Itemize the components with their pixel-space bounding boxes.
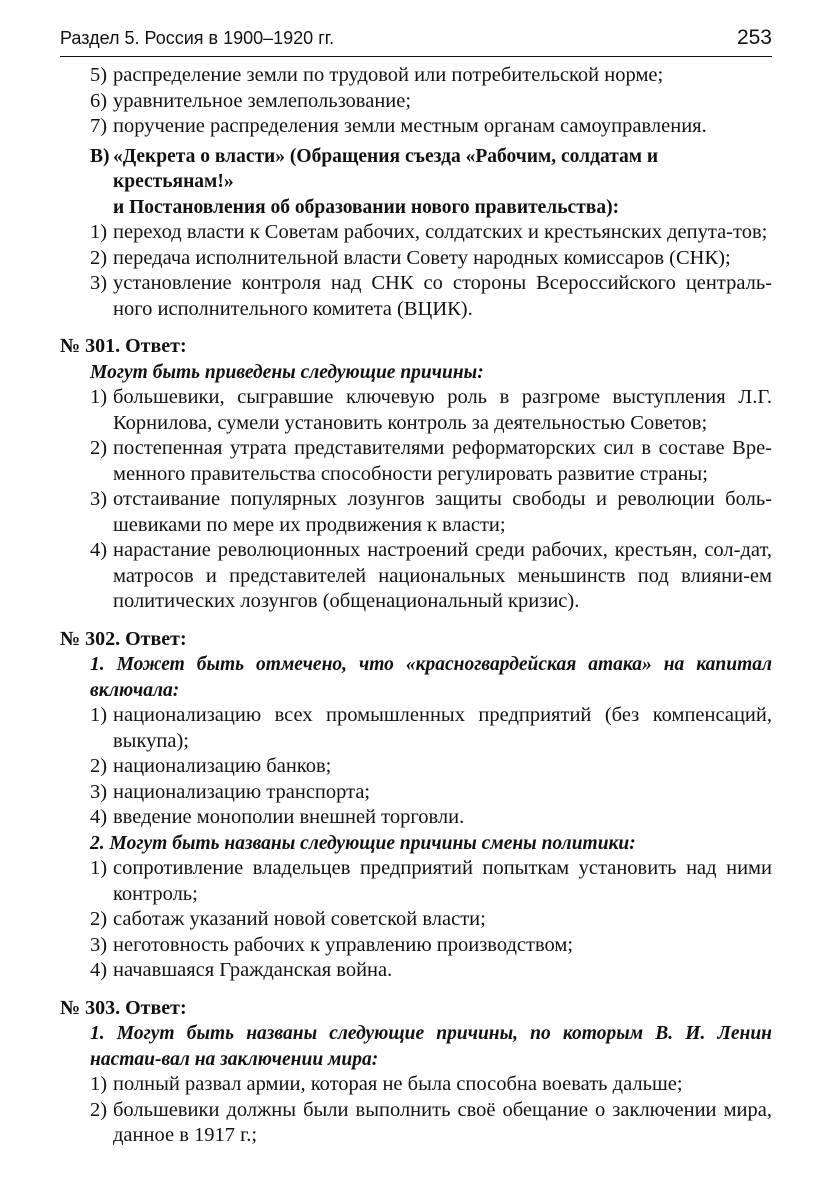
item-text: отстаивание популярных лозунгов защиты свободы и революции боль-шевиками по мере их продвижения к власти; (113, 488, 772, 536)
list-item (60, 958, 772, 984)
answer-intro-303-part1: 1. Могут быть названы следующие причины, по которым В. И. Ленин настаи-вал на заключении мира: (90, 1023, 772, 1070)
item-text: введение монополии внешней торговли. (113, 806, 465, 828)
item-number: 2) (90, 1098, 108, 1121)
answer-intro-302-part1: 1. Может быть отмечено, что «красногвардейская атака» на капитал включала: (90, 654, 772, 701)
item-text: неготовность рабочих к управлению производством; (113, 933, 574, 956)
section-b-label: В) (90, 145, 110, 167)
item-number: 4) (90, 539, 108, 561)
item-text: нарастание революционных настроений среди рабочих, крестьян, сол-дат, матросов и представителей национальных меньшинств под влияни-ем политических лозунгов (общенациональный кризис). (113, 539, 772, 612)
list-item (60, 856, 772, 907)
item-text: большевики должны были выполнить своё обещание о заключении мира, данное в 1917 г.; (113, 1098, 772, 1146)
item-number: 1) (90, 221, 108, 243)
item-number: 6) (90, 89, 108, 112)
list-item (60, 114, 772, 140)
list-item (60, 754, 772, 780)
item-number: 1) (90, 704, 108, 726)
section-b-title-line2: и Постановления об образовании нового правительства): (113, 196, 620, 218)
item-number: 2) (90, 437, 108, 459)
item-number: 1) (90, 1073, 108, 1095)
list-item (60, 436, 772, 487)
page-number: 253 (736, 26, 772, 49)
answer-heading-301: № 301. Ответ: (60, 335, 187, 357)
item-number: 3) (90, 272, 108, 294)
item-number: 1) (90, 857, 108, 879)
section-b-heading (60, 144, 772, 221)
item-text: национализацию банков; (113, 755, 332, 777)
list-item (60, 246, 772, 272)
item-text: переход власти к Советам рабочих, солдатских и крестьянских депута-тов; (113, 221, 768, 243)
item-number: 3) (90, 933, 108, 956)
item-text: сопротивление владельцев предприятий попыткам установить над ними контроль; (113, 857, 772, 905)
item-number: 3) (90, 488, 108, 510)
page-content (60, 63, 772, 1149)
item-text: распределение земли по трудовой или потребительской норме; (113, 64, 664, 86)
list-item (60, 271, 772, 322)
item-text: саботаж указаний новой советской власти; (113, 908, 486, 930)
item-number: 2) (90, 908, 108, 930)
item-number: 4) (90, 959, 108, 981)
answer-intro-301: Могут быть приведены следующие причины: (90, 361, 484, 383)
running-header (60, 22, 772, 57)
item-text: уравнительное землепользование; (113, 89, 412, 112)
list-item (60, 63, 772, 89)
list-item (60, 907, 772, 933)
item-text: поручение распределения земли местным органам самоуправления. (113, 115, 707, 137)
list-item (60, 780, 772, 806)
item-text: установление контроля над СНК со стороны Всероссийского централь-ного исполнительного комитета (ВЦИК). (113, 272, 772, 320)
item-number: 7) (90, 115, 108, 137)
answer-heading-303: № 303. Ответ: (60, 996, 187, 1019)
item-text: полный развал армии, которая не была способна воевать дальше; (113, 1073, 683, 1095)
book-page (60, 22, 772, 1149)
list-item (60, 538, 772, 615)
item-number: 1) (90, 386, 108, 408)
item-number: 4) (90, 806, 108, 828)
item-text: большевики, сыгравшие ключевую роль в разгроме выступления Л.Г. Корнилова, сумели установить контроль за деятельностью Советов; (113, 386, 772, 434)
list-item (60, 385, 772, 436)
answer-heading-302: № 302. Ответ: (60, 627, 187, 650)
item-text: национализацию транспорта; (113, 780, 371, 803)
list-item (60, 805, 772, 831)
list-item (60, 1098, 772, 1149)
list-item (60, 1072, 772, 1098)
item-text: передача исполнительной власти Совету народных комиссаров (СНК); (113, 246, 731, 269)
list-item (60, 220, 772, 246)
item-text: постепенная утрата представителями реформаторских сил в составе Вре-менного правительства способности регулировать развитие страны; (113, 437, 772, 485)
item-number: 2) (90, 246, 108, 269)
section-title: Раздел 5. Россия в 1900–1920 гг. (60, 28, 335, 48)
list-item (60, 933, 772, 959)
item-number: 2) (90, 755, 108, 777)
answer-intro-302-part2: 2. Могут быть названы следующие причины смены политики: (90, 832, 636, 854)
item-text: национализацию всех промышленных предприятий (без компенсаций, выкупа); (113, 704, 772, 752)
list-item (60, 89, 772, 115)
item-number: 3) (90, 780, 108, 803)
list-item (60, 703, 772, 754)
item-number: 5) (90, 64, 108, 86)
list-item (60, 487, 772, 538)
item-text: начавшаяся Гражданская война. (113, 959, 393, 981)
section-b-title-line1: «Декрета о власти» (Обращения съезда «Рабочим, солдатам и крестьянам!» (113, 145, 659, 192)
